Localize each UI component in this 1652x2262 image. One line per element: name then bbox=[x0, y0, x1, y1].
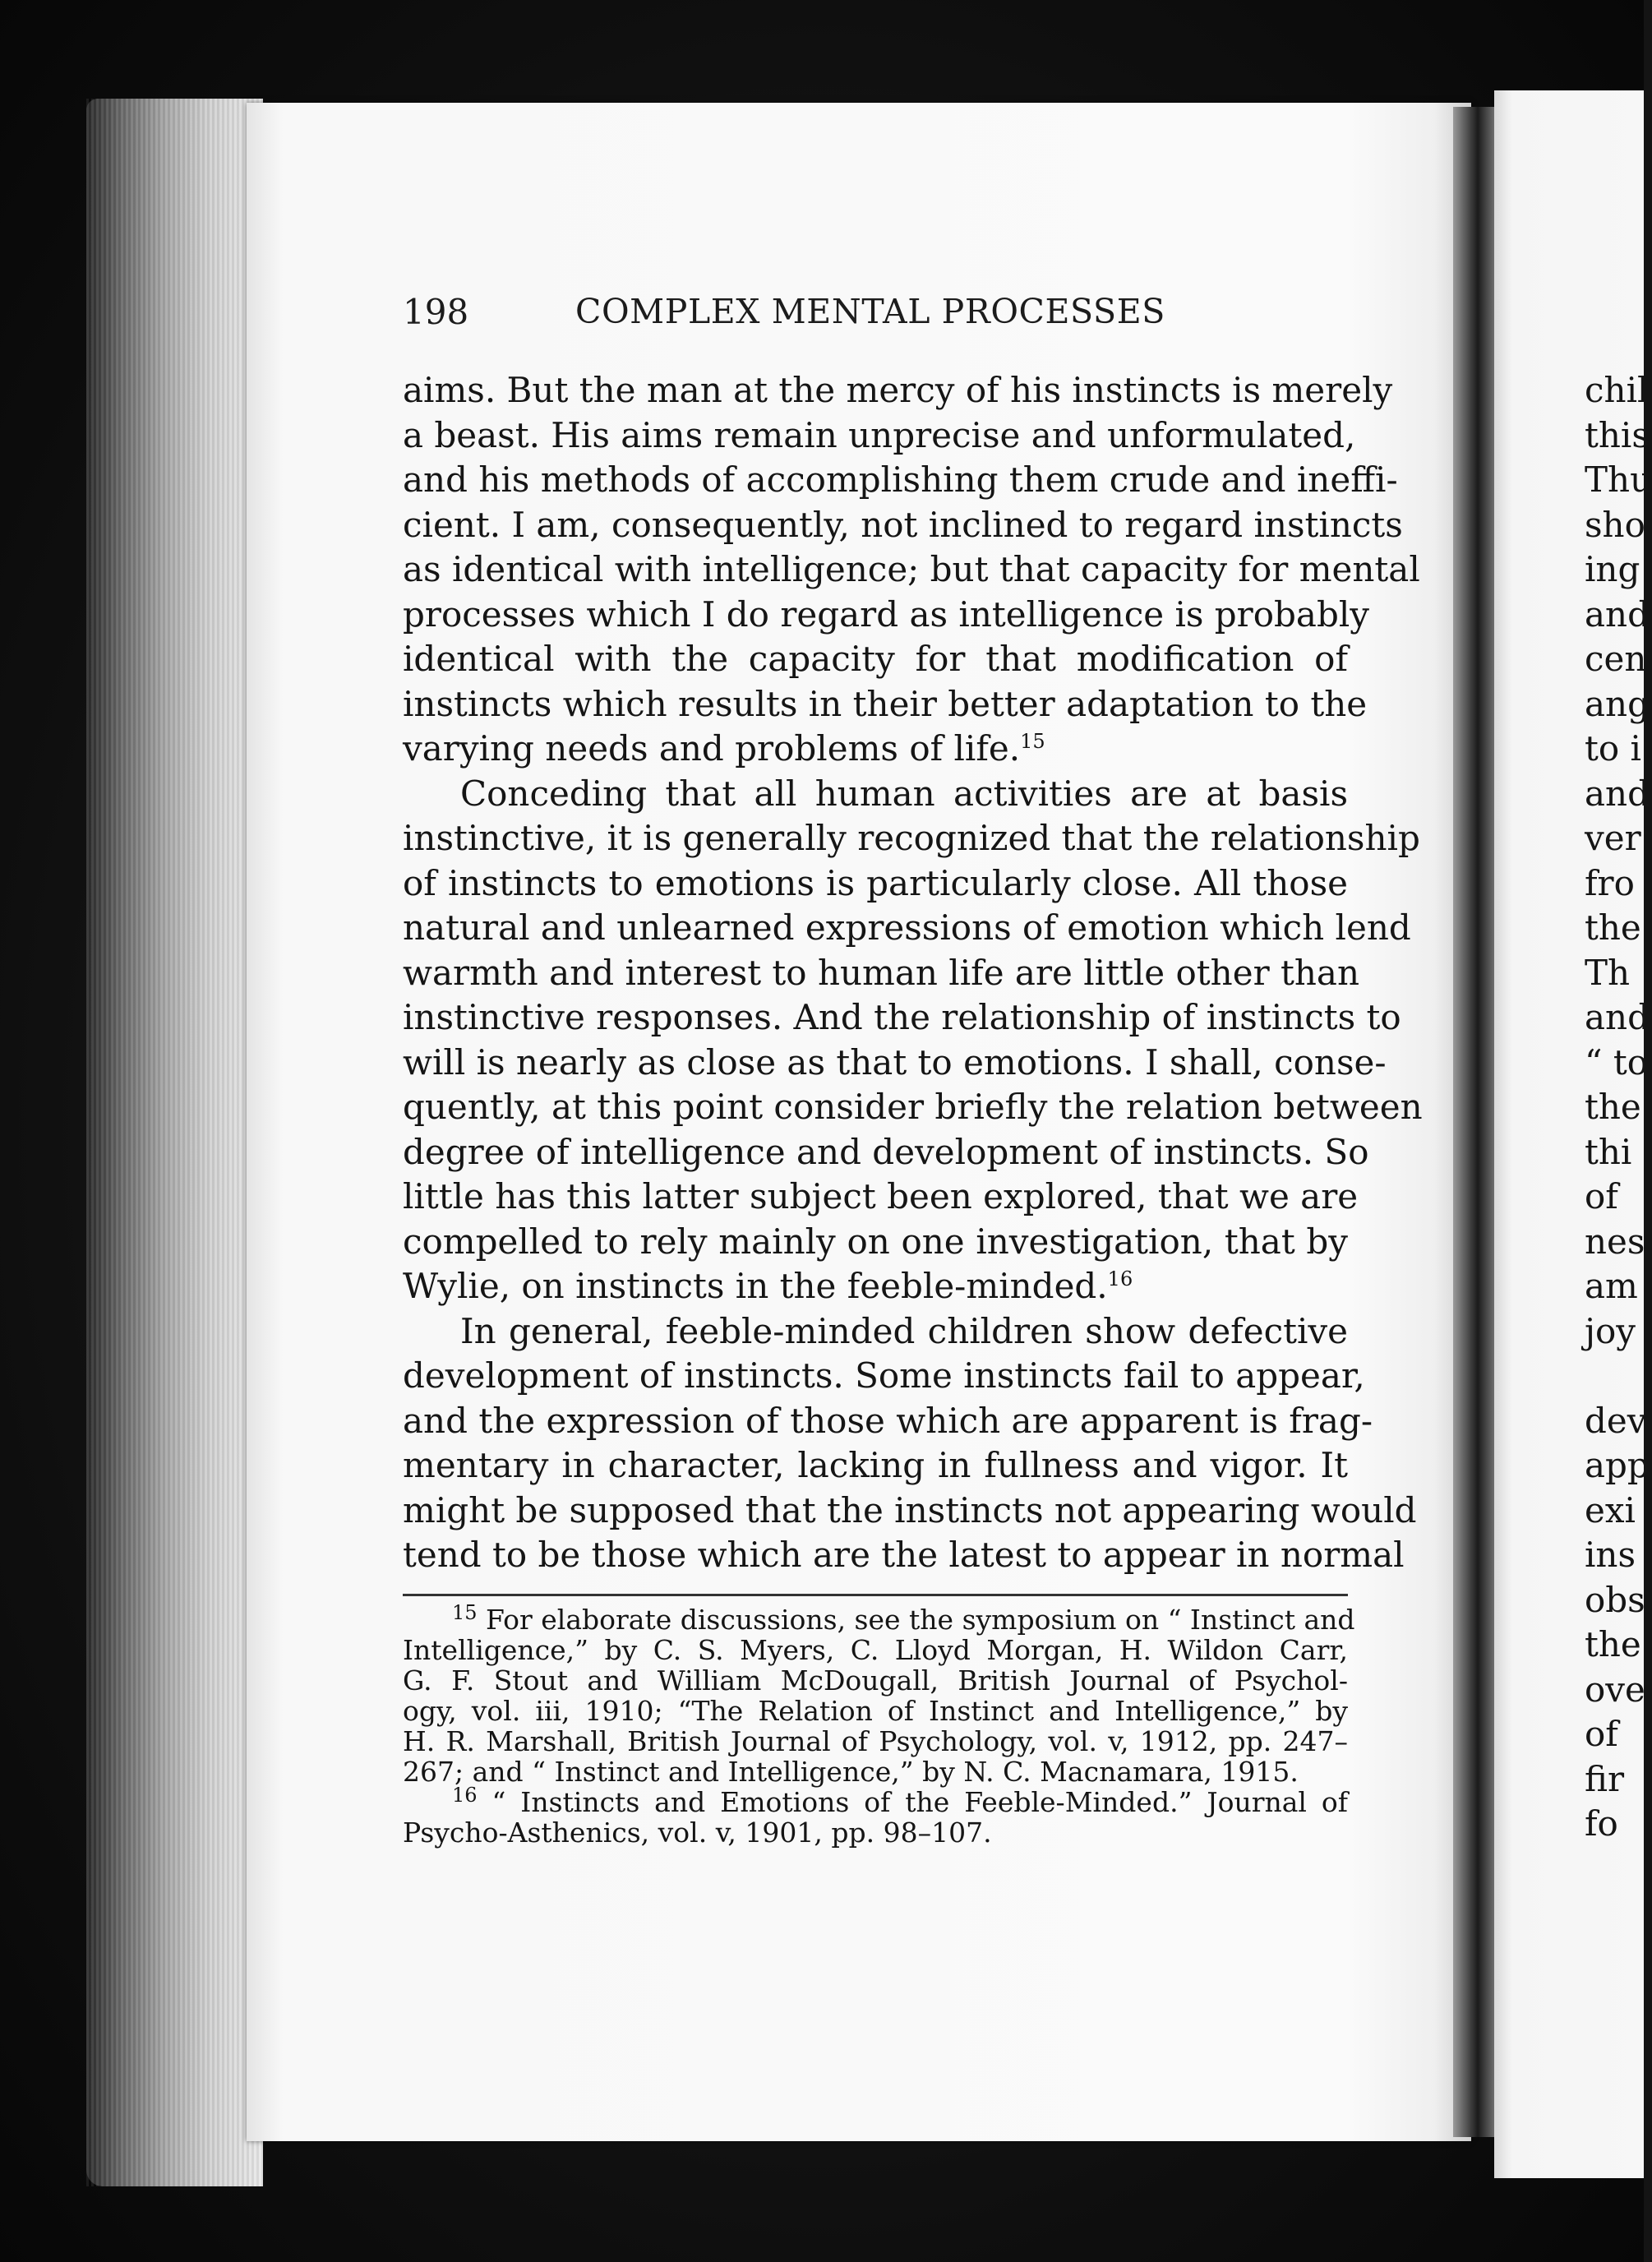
fragment-line: am bbox=[1585, 1266, 1638, 1306]
text-line: instincts which results in their better adaptation to the bbox=[403, 683, 1368, 724]
fragment-line: ver bbox=[1585, 818, 1641, 858]
fragment-line: and bbox=[1585, 593, 1650, 635]
text-line: Conceding that all human activities are at basis bbox=[460, 773, 1348, 814]
running-title: COMPLEX MENTAL PROCESSES bbox=[575, 292, 1165, 331]
footnote-marker: 16 bbox=[452, 1784, 478, 1807]
footnote-rule bbox=[403, 1594, 1348, 1596]
book-page-edges bbox=[86, 99, 263, 2186]
paragraph-1 bbox=[403, 368, 1420, 772]
paragraph-3 bbox=[403, 1309, 1417, 1578]
fragment-line: app bbox=[1585, 1445, 1650, 1485]
fragment-line: the bbox=[1585, 1624, 1641, 1664]
fragment-line: cen bbox=[1585, 639, 1647, 679]
footnote-line: 267; and “ Instinct and Intelligence,” by N. C. Macnamara, 1915. bbox=[403, 1756, 1299, 1788]
right-page-text-fragments bbox=[1585, 368, 1652, 1847]
fragment-line: of bbox=[1585, 1176, 1618, 1216]
text-line: little has this latter subject been explored, that we are bbox=[403, 1176, 1359, 1216]
footnote-16 bbox=[403, 1784, 1348, 1849]
fragment-line: nes bbox=[1585, 1221, 1645, 1262]
text-line: will is nearly as close as that to emotions. I shall, conse- bbox=[403, 1041, 1387, 1083]
footnote-line: H. R. Marshall, British Journal of Psychology, vol. v, 1912, pp. 247– bbox=[403, 1725, 1348, 1757]
footnote-marker: 15 bbox=[452, 1601, 478, 1624]
text-line: warmth and interest to human life are little other than bbox=[403, 952, 1360, 993]
text-line: tend to be those which are the latest to appear in normal bbox=[403, 1535, 1405, 1575]
fragment-line: obs bbox=[1585, 1579, 1645, 1620]
text-line: might be supposed that the instincts not appearing would bbox=[403, 1489, 1417, 1530]
page-number: 198 bbox=[403, 292, 469, 332]
text-line: and his methods of accomplishing them crude and ineffi- bbox=[403, 459, 1398, 500]
fragment-line: the bbox=[1585, 1087, 1641, 1127]
fragment-line: and bbox=[1585, 773, 1650, 814]
text-line: aims. But the man at the mercy of his instincts is merely bbox=[403, 370, 1393, 410]
footnote-ref-15[interactable]: 15 bbox=[1020, 730, 1045, 753]
fragment-line: thi bbox=[1585, 1131, 1632, 1172]
fragment-line: Th bbox=[1585, 952, 1631, 993]
fragment-line: and bbox=[1585, 997, 1650, 1037]
text-line: and the expression of those which are apparent is frag- bbox=[403, 1400, 1373, 1441]
footnotes bbox=[403, 1601, 1355, 1849]
text-line: as identical with intelligence; but that capacity for mental bbox=[403, 549, 1420, 589]
text-line: a beast. His aims remain unprecise and unformulated, bbox=[403, 414, 1356, 455]
footnote-line: Psycho-Asthenics, vol. v, 1901, pp. 98–107. bbox=[403, 1817, 992, 1849]
text-line: degree of intelligence and development of instincts. So bbox=[403, 1131, 1369, 1172]
footnote-line: $^{16}$ “ Instincts and Emotions of the Feeble-Minded.” Journal of bbox=[452, 1784, 1348, 1818]
fragment-line: fo bbox=[1585, 1803, 1618, 1844]
text-line: quently, at this point consider briefly the relation between bbox=[403, 1087, 1423, 1127]
fragment-line: Thu bbox=[1585, 459, 1652, 500]
fragment-line: ing bbox=[1585, 549, 1640, 589]
paragraph-2 bbox=[403, 772, 1423, 1309]
fragment-line: of bbox=[1585, 1714, 1618, 1754]
fragment-line: “ to bbox=[1585, 1041, 1648, 1083]
book-gutter bbox=[1453, 107, 1494, 2137]
text-line: cient. I am, consequently, not inclined to regard instincts bbox=[403, 504, 1403, 545]
footnote-ref-16[interactable]: 16 bbox=[1107, 1267, 1133, 1290]
fragment-line: chil bbox=[1585, 370, 1649, 410]
fragment-line: to i bbox=[1585, 728, 1641, 769]
text-line: of instincts to emotions is particularly close. All those bbox=[403, 862, 1348, 903]
text-line: natural and unlearned expressions of emotion which lend bbox=[403, 907, 1411, 948]
fragment-line: ove bbox=[1585, 1669, 1645, 1710]
footnote-line: G. F. Stout and William McDougall, British Journal of Psychol- bbox=[403, 1664, 1348, 1696]
fragment-line: fir bbox=[1585, 1758, 1625, 1799]
fragment-line: this bbox=[1585, 414, 1650, 455]
text-line: development of instincts. Some instincts fail to appear, bbox=[403, 1355, 1365, 1396]
footnote-line: Intelligence,” by C. S. Myers, C. Lloyd Morgan, H. Wildon Carr, bbox=[403, 1634, 1348, 1666]
fragment-line: ang bbox=[1585, 683, 1650, 724]
fragment-line: ins bbox=[1585, 1535, 1636, 1575]
body-text bbox=[403, 368, 1423, 1578]
text-line: identical with the capacity for that modification of bbox=[403, 639, 1348, 679]
text-line: compelled to rely mainly on one investigation, that by bbox=[403, 1221, 1348, 1262]
fragment-line: exi bbox=[1585, 1489, 1636, 1530]
text-line: Wylie, on instincts in the feeble-minded.$^{16}$ bbox=[403, 1266, 1133, 1306]
text-line: In general, feeble-minded children show defective bbox=[460, 1310, 1348, 1351]
text-line: processes which I do regard as intelligence is probably bbox=[403, 593, 1370, 635]
text-line: varying needs and problems of life.$^{15}$ bbox=[403, 728, 1045, 769]
fragment-line: joy bbox=[1585, 1310, 1636, 1351]
fragment-line: sho bbox=[1585, 504, 1645, 545]
fragment-line: the bbox=[1585, 907, 1641, 948]
footnote-line: $^{15}$ For elaborate discussions, see the symposium on “ Instinct and bbox=[452, 1601, 1355, 1636]
page-header bbox=[403, 292, 1348, 341]
text-line: instinctive, it is generally recognized that the relationship bbox=[403, 818, 1420, 858]
fragment-line: fro bbox=[1585, 862, 1635, 903]
footnote-line: ogy, vol. iii, 1910; “The Relation of Instinct and Intelligence,” by bbox=[403, 1695, 1348, 1727]
fragment-line: dev bbox=[1585, 1400, 1647, 1441]
fragment-gap bbox=[1585, 1354, 1644, 1399]
footnote-15 bbox=[403, 1601, 1355, 1788]
text-line: instinctive responses. And the relationship of instincts to bbox=[403, 997, 1401, 1037]
text-line: mentary in character, lacking in fullness and vigor. It bbox=[403, 1445, 1348, 1485]
